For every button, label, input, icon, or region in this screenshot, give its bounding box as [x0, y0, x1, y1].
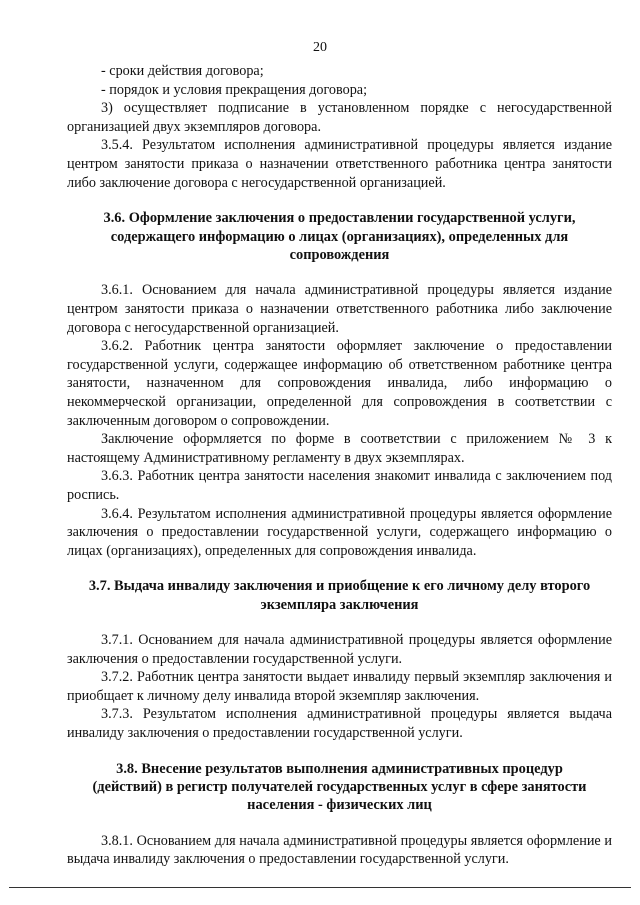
paragraph: 3.7.2. Работник центра занятости выдает инвалиду первый экземпляр заключения и приобщает к личному делу инвалида второй экземпляр заключения. — [67, 669, 612, 704]
footer-divider — [9, 887, 631, 888]
section-heading-3-7: 3.7. Выдача инвалиду заключения и приобщение к его личному делу второго экземпляра заключения — [88, 578, 591, 613]
paragraph: 3.6.3. Работник центра занятости населения знакомит инвалида с заключением под роспись. — [67, 468, 612, 503]
paragraph: 3.7.3. Результатом исполнения административной процедуры является выдача инвалиду заключения о предоставлении государственной услуги. — [67, 706, 612, 742]
document-body — [67, 62, 612, 869]
paragraph: 3.7.1. Основанием для начала административной процедуры является оформление заключения о предоставлении государственной услуги. — [67, 632, 612, 667]
paragraph: 3.8.1. Основанием для начала административной процедуры является оформление и выдача инвалиду заключения о предоставлении государственной услуги. — [67, 832, 612, 868]
section-heading-3-6: 3.6. Оформление заключения о предоставлении государственной услуги, содержащего информацию о лицах (организациях), определенных для сопровождения — [103, 210, 576, 263]
paragraph: Заключение оформляется по форме в соответствии с приложением № 3 к настоящему Административному регламенту в двух экземплярах. — [67, 431, 612, 466]
section-heading-3-8: 3.8. Внесение результатов выполнения административных процедур (действий) в регистр получателей государственных услуг в сфере занятости населения - физических лиц — [92, 760, 587, 814]
paragraph: 3) осуществляет подписание в установленном порядке с негосударственной организацией двух экземпляров договора. — [67, 100, 612, 135]
paragraph: 3.6.4. Результатом исполнения административной процедуры является оформление заключения о предоставлении государственной услуги, содержащего информацию о лицах (организациях), определенных для сопровождения инвалида. — [67, 505, 612, 559]
paragraph: 3.5.4. Результатом исполнения административной процедуры является издание центром занятости приказа о назначении ответственного работника центра занятости либо заключение договора с негосударственной организацией. — [67, 137, 612, 191]
list-item: - сроки действия договора; — [101, 63, 264, 79]
page-number: 20 — [313, 40, 327, 55]
paragraph: 3.6.1. Основанием для начала административной процедуры является издание центром занятости приказа о назначении ответственного работника либо заключение договора с негосударственной организацией. — [67, 282, 612, 336]
paragraph: 3.6.2. Работник центра занятости оформляет заключение о предоставлении государственной услуги, содержащее информацию об ответственном работнике центра занятости, назначенном для сопровождения инвалида, либо информацию о некоммерческой организации, определенной для сопровождения в соответствии с заключенным договором о сопровождении. — [67, 338, 612, 429]
list-item: - порядок и условия прекращения договора; — [101, 81, 368, 98]
